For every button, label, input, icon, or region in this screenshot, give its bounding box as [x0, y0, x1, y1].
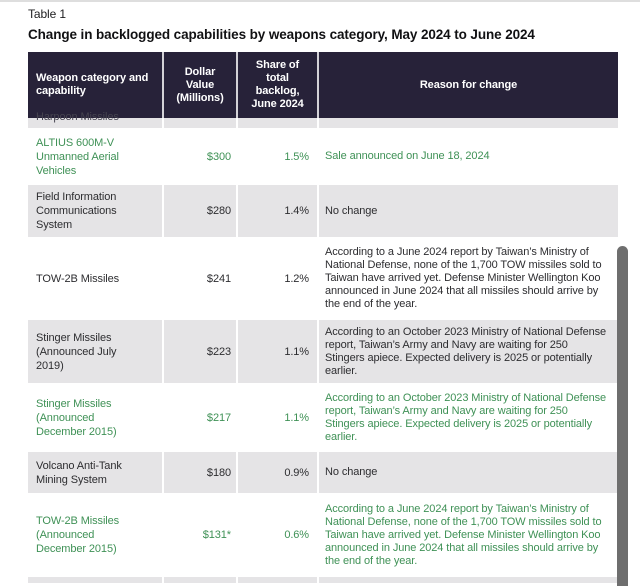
page-top-divider	[0, 0, 640, 2]
weapon-name-cell: Volcano Anti-Tank Mining System	[36, 459, 122, 486]
table-row-tow2b-2015	[28, 493, 618, 577]
header-weapon-category: Weapon category and capability	[36, 72, 149, 97]
header-reason: Reason for change	[317, 52, 618, 118]
table-title: Change in backlogged capabilities by weapons category, May 2024 to June 2024	[28, 27, 535, 42]
table-caption-block	[28, 6, 612, 43]
header-share-backlog: Share of total backlog, June 2024	[236, 52, 317, 118]
dollar-value-cell: $300	[162, 128, 236, 185]
reason-cell	[317, 577, 618, 585]
dollar-value-cell: $280	[162, 185, 236, 237]
reason-cell: Sale announced on June 18, 2024	[317, 128, 618, 185]
reason-cell: No change	[317, 452, 618, 493]
dollar-value-cell	[162, 118, 236, 128]
dollar-value-cell: $241	[162, 237, 236, 320]
weapon-name-cell: Field Information Communications System	[36, 191, 117, 231]
backlog-table	[28, 52, 618, 583]
table-label: Table 1	[28, 7, 66, 21]
reason-cell: According to a June 2024 report by Taiwan’s Ministry of National Defense, none of the 1,700 TOW missiles sold to Taiwan have arrived yet. Defense Minister Wellington Koo announced in June 2024 that all missiles should arrive by the end of the year.	[317, 493, 618, 577]
table-row-next-partial	[28, 577, 618, 583]
weapon-name-cell: Harpoon Missiles	[36, 111, 119, 123]
share-cell: 0.9%	[236, 452, 317, 493]
dollar-value-cell: $223	[162, 320, 236, 383]
dollar-value-cell: $131*	[162, 493, 236, 577]
table-row-altius	[28, 128, 618, 185]
table-header-row	[28, 52, 618, 118]
table-row-field-info	[28, 185, 618, 237]
reason-cell	[317, 118, 618, 128]
share-cell	[236, 577, 317, 585]
share-cell: 1.4%	[236, 185, 317, 237]
reason-cell: No change	[317, 185, 618, 237]
vertical-scrollbar-thumb[interactable]	[617, 246, 628, 586]
dollar-value-cell: $217	[162, 383, 236, 452]
reason-cell: According to an October 2023 Ministry of National Defense report, Taiwan’s Army and Navy are waiting for 250 Stingers apiece. Expected delivery is 2025 or potentially earlier.	[317, 383, 618, 452]
table-row-stinger-2015	[28, 383, 618, 452]
reason-cell: According to a June 2024 report by Taiwan’s Ministry of National Defense, none of the 1,700 TOW missiles sold to Taiwan have arrived yet. Defense Minister Wellington Koo announced in June 2024 that all missiles should arrive by the end of the year.	[317, 237, 618, 320]
weapon-name-cell: ALTIUS 600M-V Unmanned Aerial Vehicles	[36, 136, 119, 177]
share-cell: 1.1%	[236, 383, 317, 452]
weapon-name-cell: TOW-2B Missiles (Announced December 2015)	[36, 515, 120, 555]
share-cell: 1.1%	[236, 320, 317, 383]
weapon-name-cell: Stinger Missiles (Announced December 2015)	[36, 397, 117, 438]
reason-cell: According to an October 2023 Ministry of National Defense report, Taiwan’s Army and Navy are waiting for 250 Stingers apiece. Expected delivery is 2025 or potentially earlier.	[317, 320, 618, 383]
share-cell	[236, 118, 317, 128]
header-dollar-value: Dollar Value (Millions)	[162, 52, 236, 118]
share-cell: 1.5%	[236, 128, 317, 185]
table-row-harpoon-partial	[28, 111, 618, 128]
weapon-name-cell	[28, 577, 162, 585]
dollar-value-cell	[162, 577, 236, 585]
dollar-value-cell: $180	[162, 452, 236, 493]
weapon-name-cell: Stinger Missiles (Announced July 2019)	[36, 331, 117, 372]
weapon-name-cell: TOW-2B Missiles	[36, 272, 120, 285]
table-row-stinger-2019	[28, 320, 618, 383]
share-cell: 1.2%	[236, 237, 317, 320]
table-row-volcano	[28, 452, 618, 493]
table-scroll-area[interactable]	[28, 111, 618, 583]
share-cell: 0.6%	[236, 493, 317, 577]
table-row-tow2b	[28, 237, 618, 320]
